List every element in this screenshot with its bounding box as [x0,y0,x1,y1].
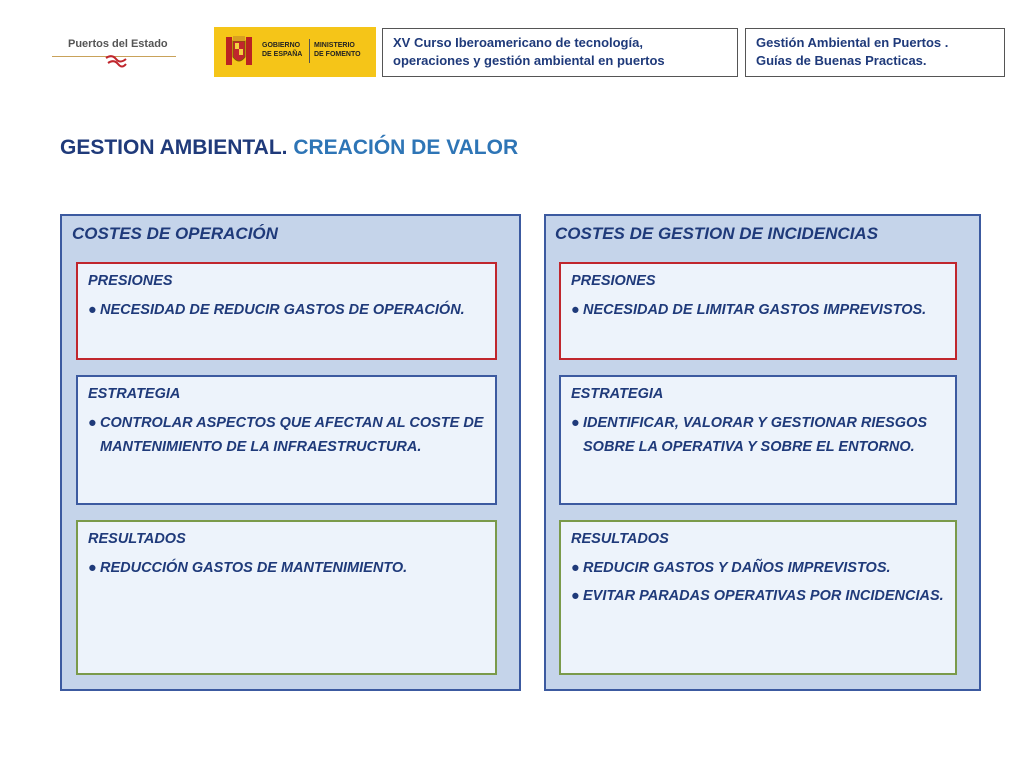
panel-title-right: COSTES DE GESTION DE INCIDENCIAS [555,224,879,243]
logo-text: Puertos del Estado [68,38,168,50]
bullet-text: REDUCCIÓN GASTOS DE MANTENIMIENTO. [100,560,408,576]
gobierno-espana-logo [214,27,376,77]
bullet-icon: ● [88,560,97,576]
bullet-item [571,411,945,459]
logo-separator [309,39,310,63]
box-presiones-left [76,262,497,360]
bullet-icon: ● [88,415,97,431]
gobierno-text: GOBIERNO DE ESPAÑA [262,42,303,58]
bullet-item [571,556,945,580]
bullet-item [88,411,485,459]
bullet-icon: ● [571,302,580,318]
box-resultados-right [559,520,957,675]
ministerio-text: MINISTERIO DE FOMENTO [314,42,361,58]
bullet-item [88,556,485,580]
box-heading: RESULTADOS [88,531,186,547]
bullet-text: CONTROLAR ASPECTOS QUE AFECTAN AL COSTE DE MANTENIMIENTO DE LA INFRAESTRUCTURA. [100,415,484,455]
bullet-icon: ● [571,560,580,576]
course-line-2: operaciones y gestión ambiental en puertos [393,53,665,68]
bullet-item [88,298,485,322]
bullet-text: EVITAR PARADAS OPERATIVAS POR INCIDENCIAS. [583,588,944,604]
bullet-text: IDENTIFICAR, VALORAR Y GESTIONAR RIESGOS SOBRE LA OPERATIVA Y SOBRE EL ENTORNO. [583,415,928,455]
course-line-1: XV Curso Iberoamericano de tecnología, [393,35,643,50]
bullet-icon: ● [571,588,580,604]
box-heading: ESTRATEGIA [88,386,181,402]
bullet-text: NECESIDAD DE LIMITAR GASTOS IMPREVISTOS. [583,302,927,318]
course-title-box [382,28,738,77]
title-part-2: CREACIÓN DE VALOR [293,136,519,159]
box-estrategia-right [559,375,957,505]
slide-title [60,136,518,160]
bullet-text: REDUCIR GASTOS Y DAÑOS IMPREVISTOS. [583,560,891,576]
puertos-del-estado-logo [50,32,180,72]
guide-line-1: Gestión Ambiental en Puertos . [756,35,949,50]
title-part-1: GESTION AMBIENTAL. [60,136,288,159]
bullet-item [571,584,945,608]
guide-line-2: Guías de Buenas Practicas. [756,53,927,68]
wave-mark-icon [104,54,128,68]
bullet-icon: ● [88,302,97,318]
guide-title-box [745,28,1005,77]
panel-title-left: COSTES DE OPERACIÓN [72,224,278,243]
bullet-icon: ● [571,415,580,431]
box-estrategia-left [76,375,497,505]
bullet-item [571,298,945,322]
bullet-text: NECESIDAD DE REDUCIR GASTOS DE OPERACIÓN. [100,302,465,318]
box-resultados-left [76,520,497,675]
box-heading: RESULTADOS [571,531,669,547]
spanish-crest-icon [222,33,256,71]
box-heading: PRESIONES [88,273,173,289]
box-heading: ESTRATEGIA [571,386,664,402]
box-heading: PRESIONES [571,273,656,289]
box-presiones-right [559,262,957,360]
